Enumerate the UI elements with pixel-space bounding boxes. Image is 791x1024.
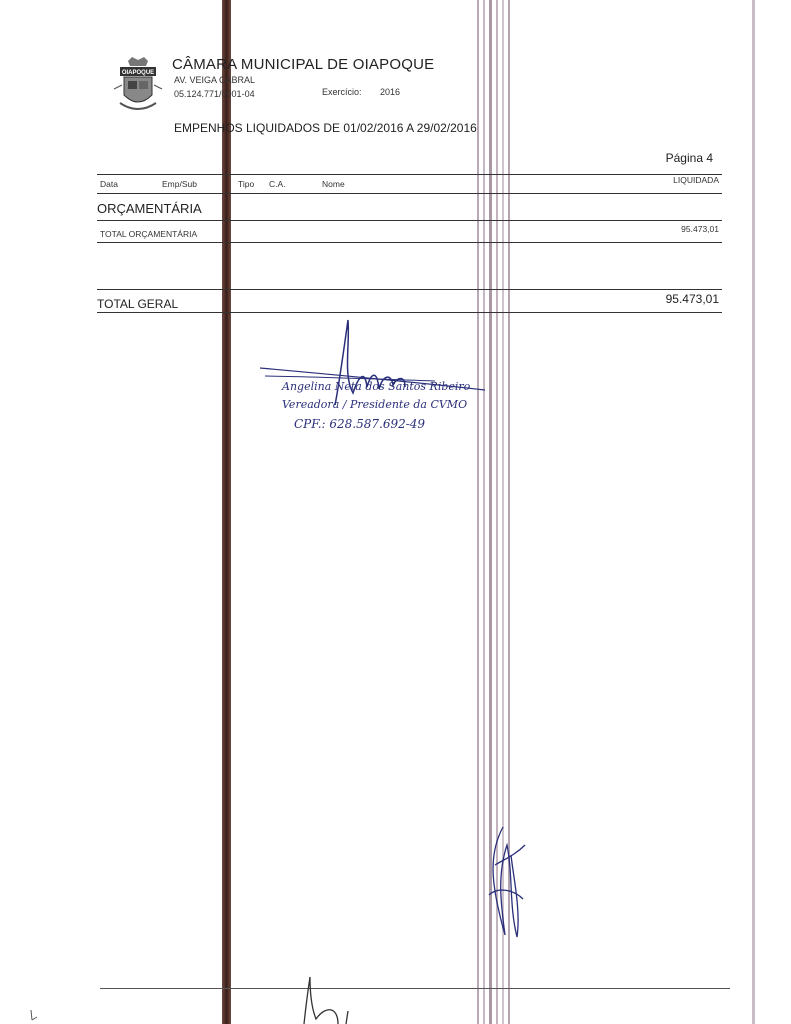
- header-top-rule: [97, 174, 722, 175]
- grand-total-value: 95.473,01: [665, 292, 719, 306]
- exercise-year: 2016: [380, 87, 401, 97]
- footer-signature-fragment: [298, 975, 368, 1024]
- scan-mark: [28, 1008, 40, 1022]
- right-edge-line: [752, 0, 755, 1024]
- footer-rule: [100, 988, 730, 989]
- organization-address: AV. VEIGA CABRAL: [174, 75, 256, 85]
- municipal-coat-of-arms-icon: [112, 55, 164, 117]
- signatory-role: Vereadora / Presidente da CVMO: [282, 398, 468, 411]
- grand-total-bottom-rule: [97, 312, 722, 313]
- section-total-value: 95.473,01: [681, 224, 719, 234]
- column-header-name: Nome: [322, 179, 345, 189]
- page-number: Página 4: [665, 151, 713, 165]
- initials-signature: [483, 825, 528, 940]
- report-title: EMPENHOS LIQUIDADOS DE 01/02/2016 A 29/02/2016: [174, 121, 477, 135]
- column-header-type: Tipo: [238, 179, 255, 189]
- column-header-liquidated: LIQUIDADA: [673, 175, 719, 185]
- column-header-ca: C.A.: [269, 179, 286, 189]
- column-header-date: Data: [100, 179, 118, 189]
- exercise-label: Exercício:: [322, 87, 362, 97]
- section-total-label: TOTAL ORÇAMENTÁRIA: [100, 229, 198, 239]
- section-title: ORÇAMENTÁRIA: [97, 201, 202, 216]
- header-bottom-rule: [97, 193, 722, 194]
- signatory-cpf: CPF.: 628.587.692-49: [294, 417, 426, 431]
- signatory-name: Angelina Neta dos Santos Ribeiro: [282, 380, 471, 393]
- organization-name: CÂMARA MUNICIPAL DE OIAPOQUE: [172, 56, 435, 73]
- section-rule: [97, 220, 722, 221]
- emblem-banner: OIAPOQUE: [121, 70, 155, 76]
- grand-total-label: TOTAL GERAL: [97, 297, 179, 311]
- grand-total-top-rule: [97, 289, 722, 290]
- section-total-rule: [97, 242, 722, 243]
- organization-cnpj: 05.124.771/0001-04: [174, 89, 255, 99]
- column-header-emp-sub: Emp/Sub: [162, 179, 197, 189]
- binding-band: [222, 0, 231, 1024]
